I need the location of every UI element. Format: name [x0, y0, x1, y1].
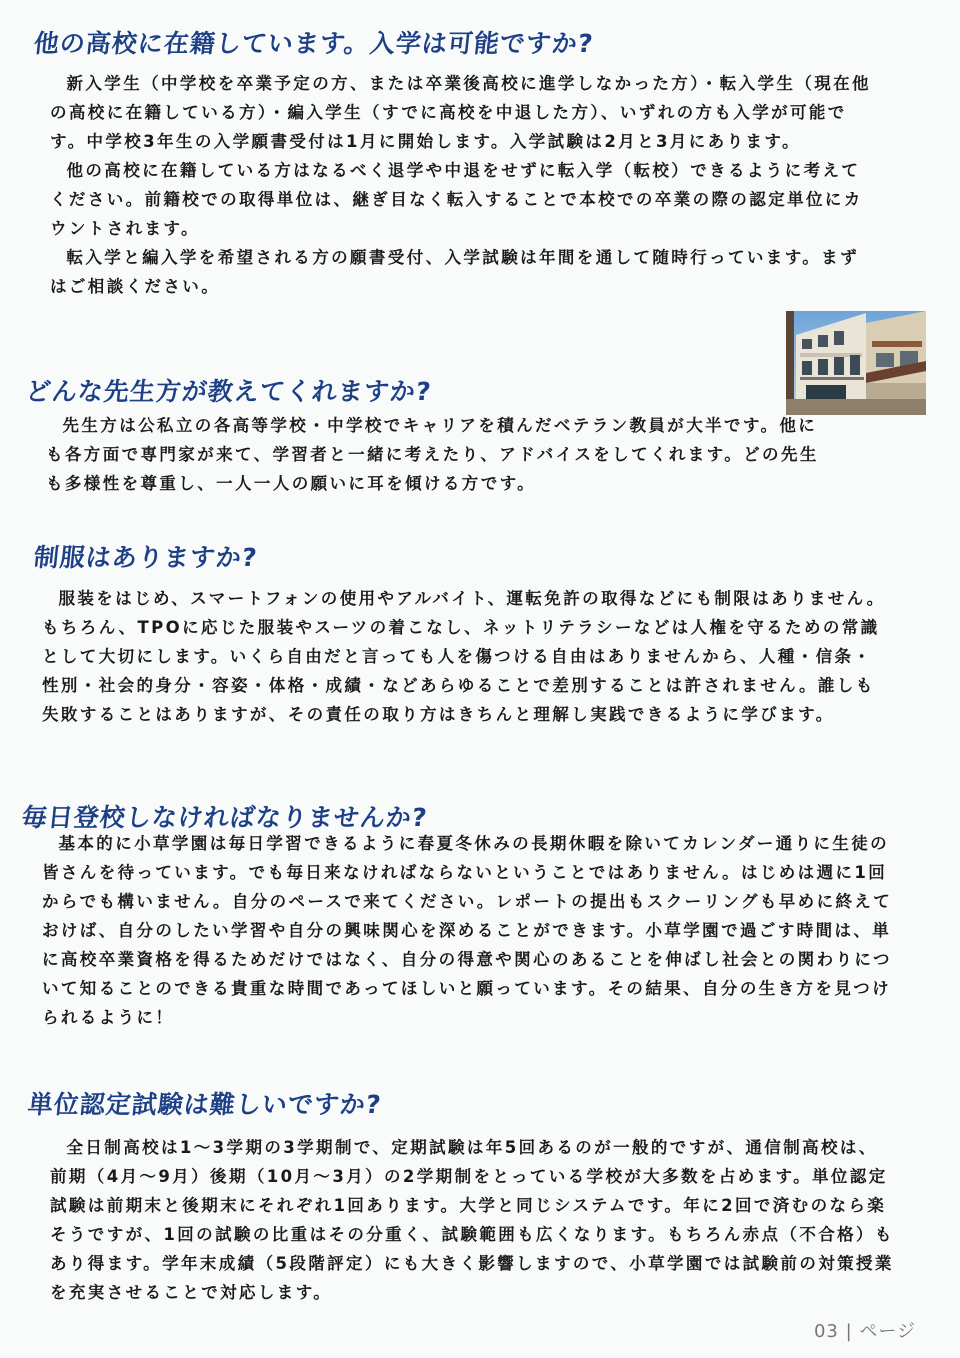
paragraph: 服装をはじめ、スマートフォンの使用やアルバイト、運転免許の取得などにも制限はありません。もちろん、TPOに応じた服装やスーツの着こなし、ネットリテラシーなどは人権を守るための常識として大切にします。いくら自由だと言っても人を傷つける自由はありませんから、人種・信条・性別・社会的身分・容姿・体格・成績・などあらゆることで差別することは許されません。誰しも失敗することはありますが、その責任の取り方はきちんと理解し実践できるように学びます。 [42, 589, 886, 724]
paragraph: 基本的に小草学園は毎日学習できるように春夏冬休みの長期休暇を除いてカレンダー通りに生徒の皆さんを待っています。でも毎日来なければならないということではありません。はじめは週に1回からでも構いません。自分のペースで来てください。レポートの提出もスクーリングも早めに終えておけば、自分のしたい学習や自分の興味関心を深めることができます。小草学園で過ごす時間は、単に高校卒業資格を得るためだけではなく、自分の得意や関心のあることを伸ばし社会との関わりについて知ることのできる貴重な時間であってほしいと願っています。その結果、自分の生き方を見つけられるように！ [42, 834, 893, 1027]
paragraph: 転入学と編入学を希望される方の願書受付、入学試験は年間を通して随時行っています。まずはご相談ください。 [50, 248, 859, 296]
section-body-uniform [42, 584, 888, 729]
section-body-teachers [46, 411, 836, 498]
section-heading-exams: 単位認定試験は難しいですか? [26, 1090, 383, 1119]
paragraph: 先生方は公私立の各高等学校・中学校でキャリアを積んだベテラン教員が大半です。他にも各方面で専門家が来て、学習者と一緒に考えたり、アドバイスをしてくれます。どの先生も多様性を尊重し、一人一人の願いに耳を傾ける方です。 [46, 416, 819, 493]
page-number: 03 | ページ [813, 1321, 916, 1342]
paragraph: 他の高校に在籍している方はなるべく退学や中退をせずに転入学（転校）できるように考えてください。前籍校での取得単位は、継ぎ目なく転入することで本校での卒業の際の認定単位にカウントされます。 [50, 161, 863, 238]
paragraph: 新入学生（中学校を卒業予定の方、または卒業後高校に進学しなかった方）・転入学生（現在他の高校に在籍している方）・編入学生（すでに高校を中退した方）、いずれの方も入学が可能です。中学校3年生の入学願書受付は1月に開始します。入学試験は2月と3月にあります。 [50, 74, 871, 151]
section-heading-attendance: 毎日登校しなければなりませんか? [20, 803, 429, 832]
section-body-attendance [42, 829, 906, 1032]
school-building-photo [786, 311, 926, 415]
section-heading-enrollment: 他の高校に在籍しています。入学は可能ですか? [32, 29, 595, 58]
section-body-enrollment [50, 69, 872, 301]
section-heading-uniform: 制服はありますか? [32, 543, 259, 572]
section-heading-teachers: どんな先生方が教えてくれますか? [24, 377, 433, 406]
section-body-exams [50, 1133, 896, 1307]
paragraph: 全日制高校は1～3学期の3学期制で、定期試験は年5回あるのが一般的ですが、通信制高校は、前期（4月～9月）後期（10月～3月）の2学期制をとっている学校が大多数を占めます。単位認定試験は前期末と後期末にそれぞれ1回あります。大学と同じシステムです。年に2回で済むのなら楽そうですが、1回の試験の比重はその分重く、試験範囲も広くなります。もちろん赤点（不合格）もあり得ます。学年末成績（5段階評定）にも大きく影響しますので、小草学園では試験前の対策授業を充実させることで対応します。 [50, 1138, 894, 1302]
